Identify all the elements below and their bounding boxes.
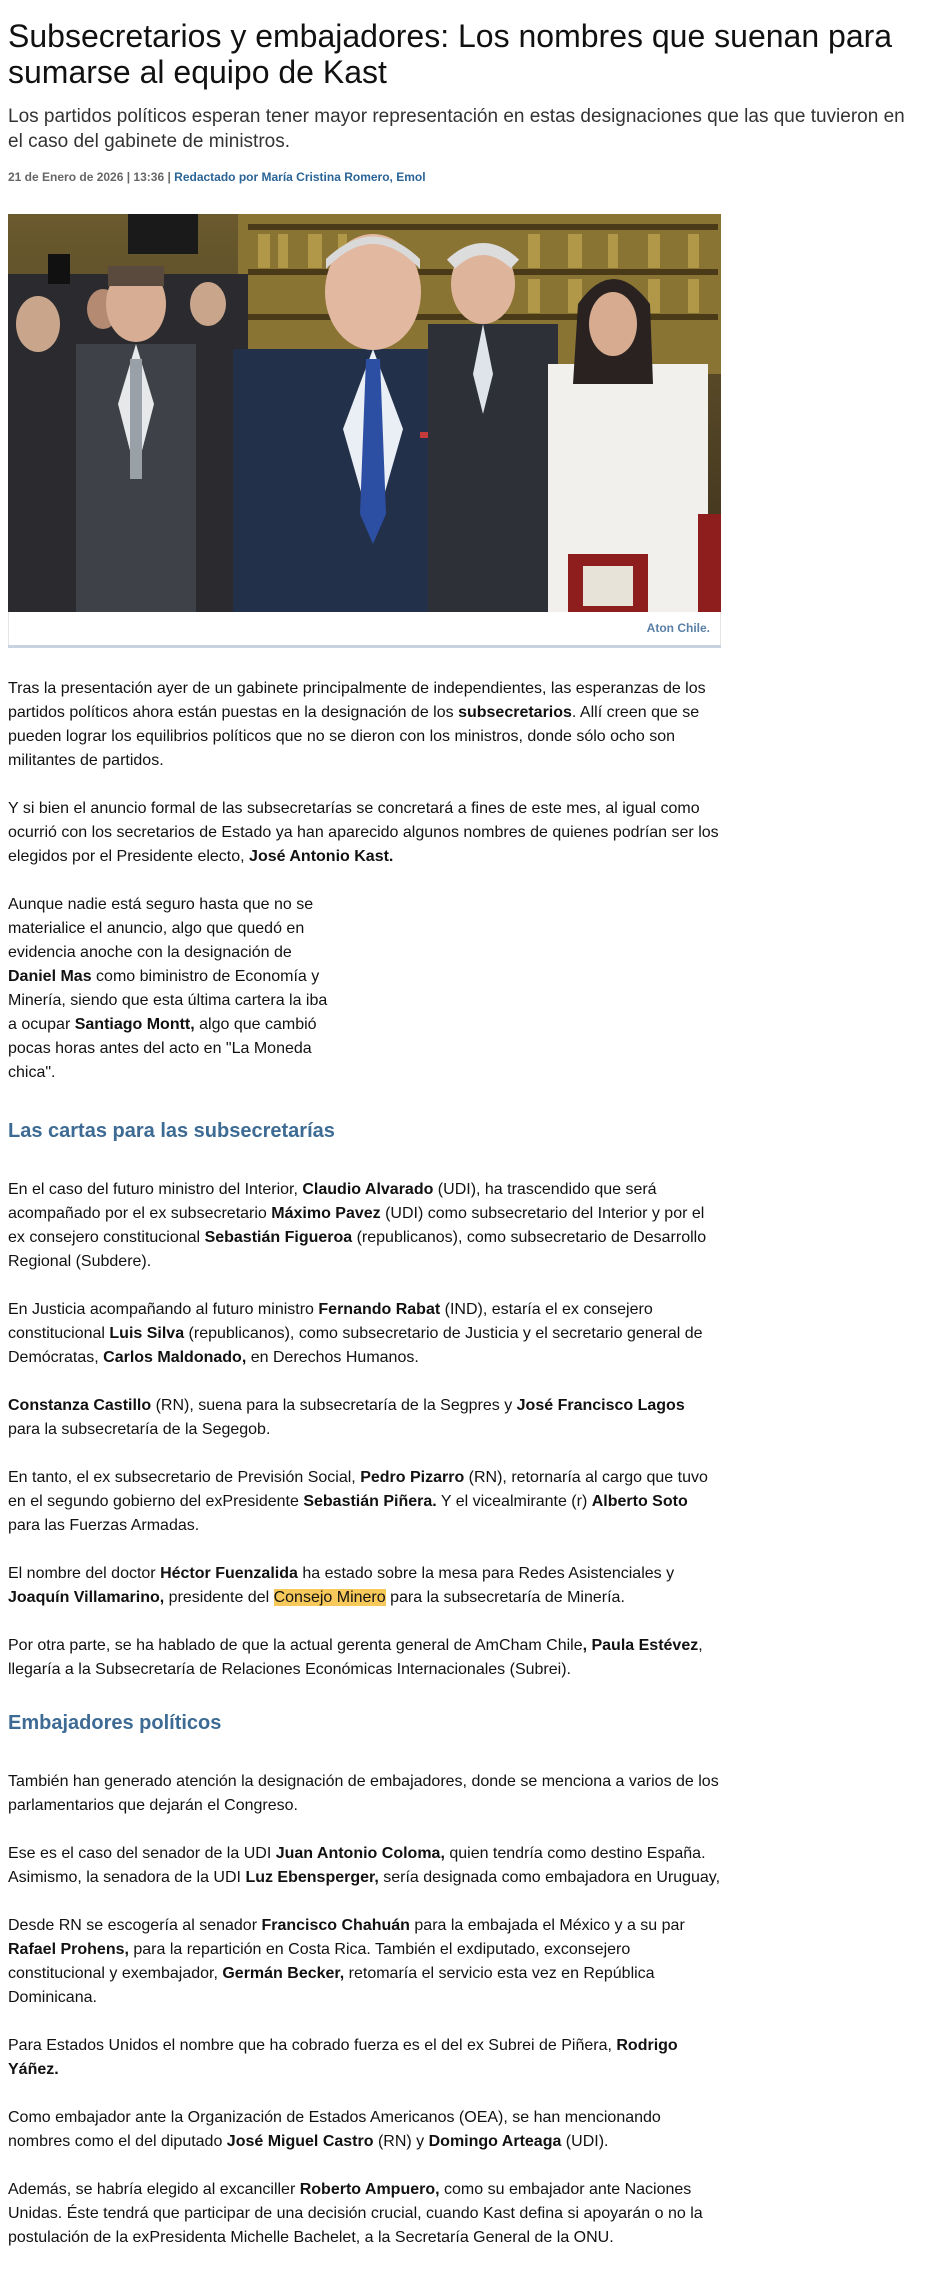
paragraph-10: Ese es el caso del senador de la UDI Juan Antonio Coloma, quien tendría como destino España. Asimismo, la senadora de la UDI Luz Ebensperger, sería designada como embajadora en Uruguay, (8, 1845, 721, 1886)
paragraph-3: En el caso del futuro ministro del Interior, Claudio Alvarado (UDI), ha trascendido que será acompañado por el ex subsecretario Máximo Pavez (UDI) como subsecretario del Interior y por el ex consejero constitucional Sebastián Figueroa (republicanos), como subsecretario de Desarrollo Regional (Subdere). (8, 1181, 707, 1270)
paragraph-4: En Justicia acompañando al futuro ministro Fernando Rabat (IND), estaría el ex consejero constitucional Luis Silva (republicanos), como subsecretario de Justicia y el secretario general de Demócratas, Carlos Maldonado, en Derechos Humanos. (8, 1301, 703, 1366)
paragraph-7: El nombre del doctor Héctor Fuenzalida ha estado sobre la mesa para Redes Asistenciales y Joaquín Villamarino, presidente del Consejo Minero para la subsecretaría de Minería. (8, 1565, 675, 1606)
section-heading-embajadores: Embajadores políticos (8, 1712, 222, 1734)
paragraph-6: En tanto, el ex subsecretario de Previsión Social, Pedro Pizarro (RN), retornaría al cargo que tuvo en el segundo gobierno del exPresidente Sebastián Piñera. Y el vicealmirante (r) Alberto Soto para las Fuerzas Armadas. (8, 1469, 708, 1534)
paragraph-8: Por otra parte, se ha hablado de que la actual gerenta general de AmCham Chile, Paula Estévez, llegaría a la Subsecretaría de Relaciones Económicas Internacionales (Subrei). (8, 1637, 703, 1678)
section-heading-subsecretarias: Las cartas para las subsecretarías (8, 1120, 335, 1142)
pull-quote: Aunque nadie está seguro hasta que no se materialice el anuncio, algo que quedó en evidencia anoche con la designación de Daniel Mas como biministro de Economía y Minería, siendo que esta última cartera la iba a ocupar Santiago Montt, algo que cambió pocas horas antes del acto en "La Moneda chica". (8, 896, 328, 1081)
article-date: 21 de Enero de 2026 | 13:36 | (8, 170, 171, 184)
paragraph-1: Tras la presentación ayer de un gabinete principalmente de independientes, las esperanzas de los partidos políticos ahora están puestas en la designación de los subsecretarios. Allí creen que se pueden lograr los equilibrios políticos que no se dieron con los ministros, donde sólo ocho son militantes de partidos. (8, 680, 706, 769)
paragraph-9: También han generado atención la designación de embajadores, donde se menciona a varios de los parlamentarios que dejarán el Congreso. (8, 1773, 719, 1814)
highlighted-term[interactable]: Consejo Minero (273, 1589, 386, 1606)
article-photo (8, 214, 721, 612)
paragraph-2: Y si bien el anuncio formal de las subsecretarías se concretará a fines de este mes, al igual como ocurrió con los secretarios de Estado ya han aparecido algunos nombres de quienes podrían ser los elegidos por el Presidente electo, José Antonio Kast. (8, 800, 719, 865)
paragraph-5: Constanza Castillo (RN), suena para la subsecretaría de la Segpres y José Francisco Lagos para la subsecretaría de la Segegob. (8, 1397, 685, 1438)
article-byline (8, 168, 929, 186)
photo-caption: Aton Chile. (8, 612, 721, 645)
paragraph-11: Desde RN se escogería al senador Francisco Chahuán para la embajada el México y a su par Rafael Prohens, para la repartición en Costa Rica. También el exdiputado, exconsejero constitucional y exembajador, Germán Becker, retomaría el servicio esta vez en República Dominicana. (8, 1917, 685, 2006)
article-subtitle: Los partidos políticos esperan tener mayor representación en estas designaciones que las que tuvieron en el caso del gabinete de ministros. (8, 106, 905, 152)
paragraph-13: Como embajador ante la Organización de Estados Americanos (OEA), se han mencionando nombres como el del diputado José Miguel Castro (RN) y Domingo Arteaga (UDI). (8, 2109, 661, 2150)
article-body (8, 677, 721, 2250)
paragraph-12: Para Estados Unidos el nombre que ha cobrado fuerza es el del ex Subrei de Piñera, Rodrigo Yáñez. (8, 2037, 678, 2078)
article-author-link[interactable]: Redactado por María Cristina Romero, Emol (174, 170, 426, 184)
paragraph-14: Además, se habría elegido al excanciller Roberto Ampuero, como su embajador ante Naciones Unidas. Éste tendrá que participar de una decisión crucial, cuando Kast defina si apoyarán o no la postulación de la exPresidenta Michelle Bachelet, a la Secretaría General de la ONU. (8, 2181, 703, 2246)
article-photo-container (8, 214, 721, 648)
article-title: Subsecretarios y embajadores: Los nombres que suenan para sumarse al equipo de Kast (8, 18, 893, 90)
